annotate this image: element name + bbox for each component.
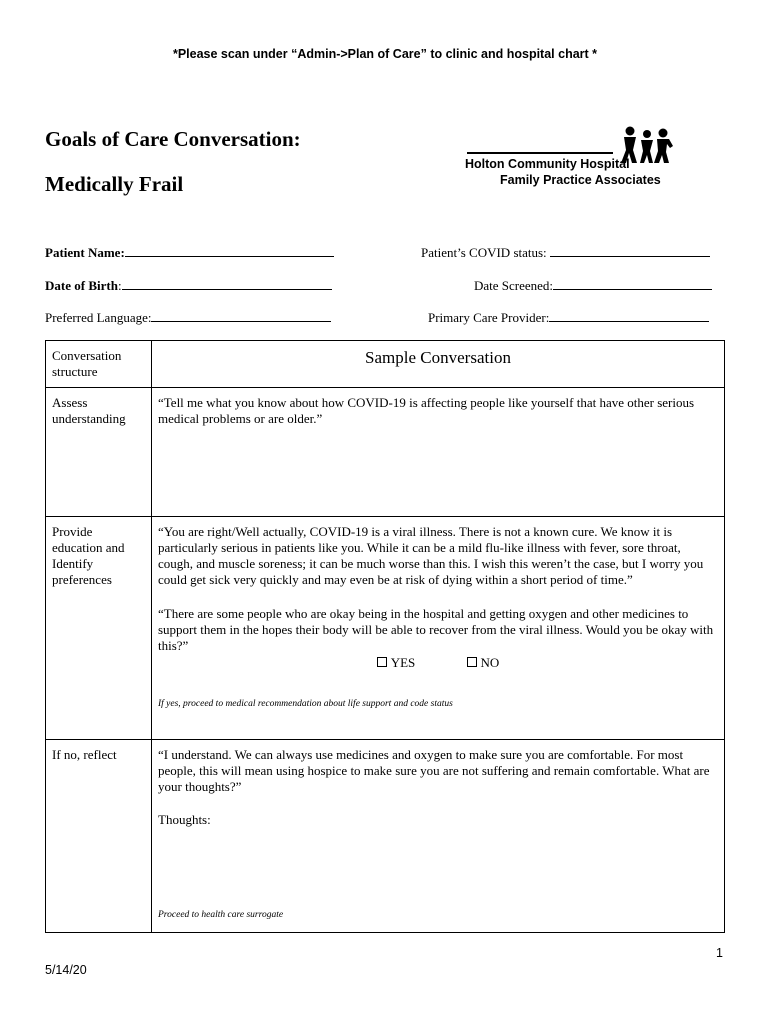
scan-instruction: *Please scan under “Admin->Plan of Care” to clinic and hospital chart * bbox=[172, 47, 598, 61]
document-title: Goals of Care Conversation: bbox=[45, 127, 301, 151]
hospital-logo bbox=[462, 126, 692, 190]
educate-script: “You are right/Well actually, COVID-19 is a viral illness. There is not a known cure. We know it is particularly serious in patients like you. While it can be a mild flu-like illness with fever, sore throat, cough, and muscle soreness; it can be much worse than this. I wish this weren’t the case, but I worry you could get sick very quickly and may even be at risk of dying within a short period of time.” bbox=[158, 524, 704, 587]
language-label: Preferred Language: bbox=[45, 310, 152, 325]
pcp-field bbox=[428, 309, 709, 326]
thoughts-label: Thoughts: bbox=[158, 812, 211, 827]
patient-name-label: Patient Name: bbox=[45, 245, 125, 260]
yes-label: YES bbox=[390, 655, 416, 670]
yes-checkbox[interactable] bbox=[377, 657, 387, 667]
dob-label: Date of Birth bbox=[45, 278, 118, 293]
yes-instruction-note: If yes, proceed to medical recommendation about life support and code status bbox=[158, 699, 453, 709]
assess-script: “Tell me what you know about how COVID-19 is affecting people like yourself that have other serious medical problems or are older.” bbox=[152, 388, 725, 517]
hospital-support-question: “There are some people who are okay being in the hospital and getting oxygen and other medicines to support them in the hopes their body will be able to recover from the viral illness. Would you be okay with this?” bbox=[158, 606, 714, 653]
table-row-educate bbox=[46, 517, 725, 740]
patient-name-blank[interactable] bbox=[125, 244, 334, 257]
row-label-reflect: If no, reflect bbox=[46, 740, 152, 933]
dob-colon: : bbox=[117, 278, 122, 293]
educate-cell bbox=[152, 517, 725, 740]
covid-status-label: Patient’s COVID status: bbox=[421, 245, 547, 260]
surrogate-note: Proceed to health care surrogate bbox=[158, 910, 284, 920]
reflect-script: “I understand. We can always use medicines and oxygen to make sure you are comfortable. For most people, this will mean using hospice to make sure you are not suffering and remain comfortable. What are your thoughts?” bbox=[158, 747, 710, 794]
table-header-row bbox=[46, 341, 725, 388]
date-screened-label: Date Screened: bbox=[474, 278, 554, 293]
logo-practice-name: Family Practice Associates bbox=[500, 173, 661, 187]
reflect-cell bbox=[152, 740, 725, 933]
covid-status-field bbox=[421, 244, 710, 261]
no-option[interactable] bbox=[467, 655, 500, 671]
yes-option[interactable] bbox=[377, 655, 416, 671]
date-screened-blank[interactable] bbox=[553, 277, 712, 290]
dob-blank[interactable] bbox=[122, 277, 332, 290]
table-row-reflect bbox=[46, 740, 725, 933]
page-number: 1 bbox=[716, 946, 723, 960]
row-label-educate: Provide education and Identify preferences bbox=[46, 517, 152, 740]
no-label: NO bbox=[480, 655, 500, 670]
table-row-assess bbox=[46, 388, 725, 517]
language-field bbox=[45, 309, 331, 326]
pcp-blank[interactable] bbox=[549, 309, 709, 322]
yes-no-options bbox=[158, 655, 718, 671]
document-subtitle: Medically Frail bbox=[45, 172, 184, 196]
conversation-table bbox=[45, 340, 725, 933]
pcp-label: Primary Care Provider: bbox=[428, 310, 550, 325]
date-screened-field bbox=[474, 277, 712, 294]
covid-status-blank[interactable] bbox=[550, 244, 710, 257]
footer-date: 5/14/20 bbox=[45, 963, 87, 977]
language-blank[interactable] bbox=[151, 309, 331, 322]
sample-conversation-header: Sample Conversation bbox=[152, 341, 725, 388]
patient-name-field bbox=[45, 244, 334, 261]
row-label-assess: Assess understanding bbox=[46, 388, 152, 517]
conversation-structure-header: Conversation structure bbox=[46, 341, 152, 388]
logo-hospital-name: Holton Community Hospital bbox=[465, 157, 630, 171]
logo-rule bbox=[467, 152, 613, 154]
dob-field bbox=[45, 277, 332, 294]
no-checkbox[interactable] bbox=[467, 657, 477, 667]
